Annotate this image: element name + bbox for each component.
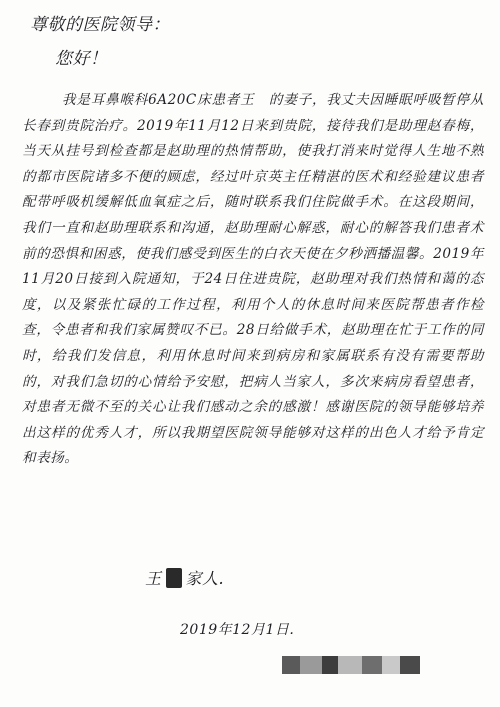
redaction-pixel [362, 656, 382, 674]
redaction-pixel [400, 656, 420, 674]
letter-date: 2019年12月1日. [180, 622, 295, 638]
redaction-pixel [338, 656, 362, 674]
redaction-pixel [382, 656, 400, 674]
pixelated-redaction [282, 656, 420, 674]
redaction-mark [166, 568, 182, 588]
signature-suffix: 家人. [185, 569, 225, 588]
signature-name: 王 [145, 569, 162, 588]
letter-body: 我是耳鼻喉科6A20C床患者王 的妻子，我丈夫因睡眠呼吸暂停从长春到贵院治疗。2019年11月12日来到贵院，接待我们是助理赵春梅，当天从挂号到检查都是赵助理的热情帮助，使我打消来时觉得人生地不熟的都市医院诸多不便的顾虑，经过叶京英主任精湛的医术和经验建议患者配带呼吸机缓解低血氧症之后，随时联系我们住院做手术。在这段期间，我们一直和赵助理联系和沟通，赵助理耐心解惑，耐心的解答我们患者术前的恐惧和困惑，使我们感受到医生的白衣天使在夕秒洒播温馨。2019年11月20日接到入院通知，于24日住进贵院，赵助理对我们热情和蔼的态度，以及紧张忙碌的工作过程，利用个人的休息时间来医院帮患者作检查，令患者和我们家属赞叹不已。28日给做手术，赵助理在忙于工作的同时，给我们发信息，利用休息时间来到病房和家属联系有没有需要帮助的，对我们急切的心情给予安慰，把病人当家人，多次来病房看望患者，对患者无微不至的关心让我们感动之余的感激！感谢医院的领导能够培养出这样的优秀人才，所以我期望医院领导能够对这样的出色人才给予肯定和表扬。 [22, 92, 484, 467]
redaction-pixel [282, 656, 300, 674]
redaction-pixel [322, 656, 338, 674]
salutation: 尊敬的医院领导： [30, 15, 170, 35]
greeting: 您好！ [55, 49, 108, 69]
signature [145, 566, 224, 589]
redaction-pixel [300, 656, 322, 674]
